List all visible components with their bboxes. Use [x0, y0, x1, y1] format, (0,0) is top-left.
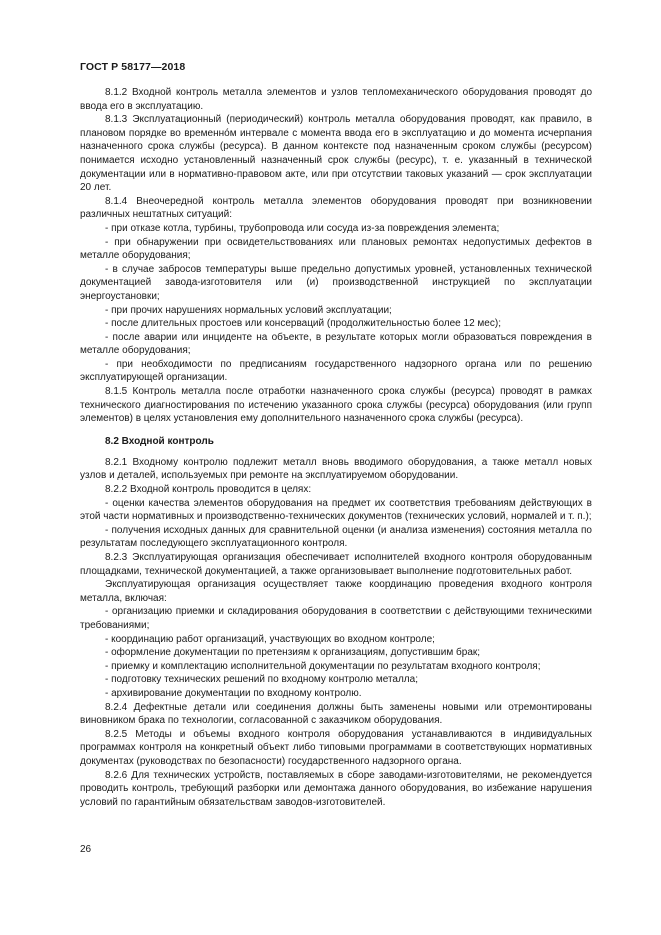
list-item: - приемку и комплектацию исполнительной документации по результатам входного контроля; [105, 660, 541, 672]
list-item: - получения исходных данных для сравнительной оценки (и анализа изменения) состояния металла по результатам последующего эксплуатационного контроля. [80, 524, 592, 550]
list-item: - при отказе котла, турбины, трубопровода или сосуда из-за повреждения элемента; [105, 222, 500, 234]
paragraph: 8.1.4 Внеочередной контроль металла элементов оборудования проводят при возникновении различных нештатных ситуаций: [80, 195, 592, 221]
paragraph: 8.2.3 Эксплуатирующая организация обеспечивает исполнителей входного контроля оборудованным площадками, технической документацией, а также организовывает выполнение подготовительных работ. [80, 552, 592, 577]
paragraph: 8.1.3 Эксплуатационный (периодический) контроль металла оборудования проводят, как правило, в плановом порядке во временно́м интервале с момента ввода его в эксплуатацию и до момента исчерпания назначенного срока службы (ресурса). В данном контексте под назначенным сроком службы (ресурсом) понимается исходно установленный назначенный срок службы (ресурс), т. е. указанный в технической документации или в нормативно-правовом акте, или при отсутствии таковых указаний — срок эксплуатации 20 лет. [80, 114, 592, 194]
section-heading: 8.2 Входной контроль [105, 435, 214, 447]
list-item: - архивирование документации по входному контролю. [105, 687, 362, 699]
paragraph: 8.2.2 Входной контроль проводится в целях: [105, 484, 312, 496]
paragraph: 8.2.5 Методы и объемы входного контроля оборудования устанавливаются в индивидуальных программах контроля на конкретный объект либо типовыми программами в соответствующих нормативных документах (руководствах по безопасности) государственного надзорного органа. [80, 728, 592, 767]
paragraph: 8.1.5 Контроль металла после отработки назначенного срока службы (ресурса) проводят в рамках технического диагностирования по истечению указанного срока службы (ресурса) оборудования (или групп элементов) в целях установления ему дополнительного назначенного срока службы (ресурса). [80, 386, 592, 425]
list-item: - при необходимости по предписаниям государственного надзорного органа или по решению эксплуатирующей организации. [80, 358, 592, 384]
list-item: - после аварии или инциденте на объекте, в результате которых могли образоваться повреждения в металле оборудования; [80, 331, 592, 357]
list-item: - оценки качества элементов оборудования на предмет их соответствия требованиям действующих в этой части нормативных и производственно-технических документов (технических условий, нормалей и т. п.); [80, 497, 592, 523]
document-body [80, 86, 592, 809]
page-number: 26 [80, 844, 92, 855]
paragraph: 8.2.1 Входному контролю подлежит металл вновь вводимого оборудования, а также металл новых узлов и деталей, используемых при ремонте на эксплуатируемом оборудовании. [80, 456, 592, 482]
list-item: - в случае забросов температуры выше предельно допустимых уровней, установленных технической документацией завода-изготовителя или (и) производственной инструкцией по эксплуатации энергоустановки; [80, 263, 592, 302]
list-item: - подготовку технических решений по входному контролю металла; [105, 674, 418, 686]
paragraph: 8.2.6 Для технических устройств, поставляемых в сборе заводами-изготовителями, не рекомендуется проводить контроль, требующий разборки или демонтажа данного оборудования, во избежание нарушения условий по гарантийным обязательствам заводов-изготовителей. [80, 769, 592, 808]
paragraph: 8.2.4 Дефектные детали или соединения должны быть заменены новыми или отремонтированы виновником брака по технологии, согласованной с заказчиком оборудования. [80, 701, 592, 727]
document-header: ГОСТ Р 58177—2018 [80, 61, 186, 73]
list-item: - оформление документации по претензиям к организациям, допустившим брак; [105, 647, 481, 659]
list-item: - при обнаружении при освидетельствованиях или плановых ремонтах недопустимых дефектов в металле оборудования; [80, 236, 592, 262]
list-item: - координацию работ организаций, участвующих во входном контроле; [105, 633, 435, 645]
list-item: - организацию приемки и складирования оборудования в соответствии с действующими техническими требованиями; [80, 606, 592, 631]
paragraph: Эксплуатирующая организация осуществляет также координацию проведения входного контроля металла, включая: [80, 579, 592, 604]
list-item: - после длительных простоев или консерваций (продолжительностью более 12 мес); [105, 318, 501, 330]
list-item: - при прочих нарушениях нормальных условий эксплуатации; [105, 304, 392, 316]
paragraph: 8.1.2 Входной контроль металла элементов и узлов тепломеханического оборудования проводят до ввода его в эксплуатацию. [80, 87, 592, 112]
